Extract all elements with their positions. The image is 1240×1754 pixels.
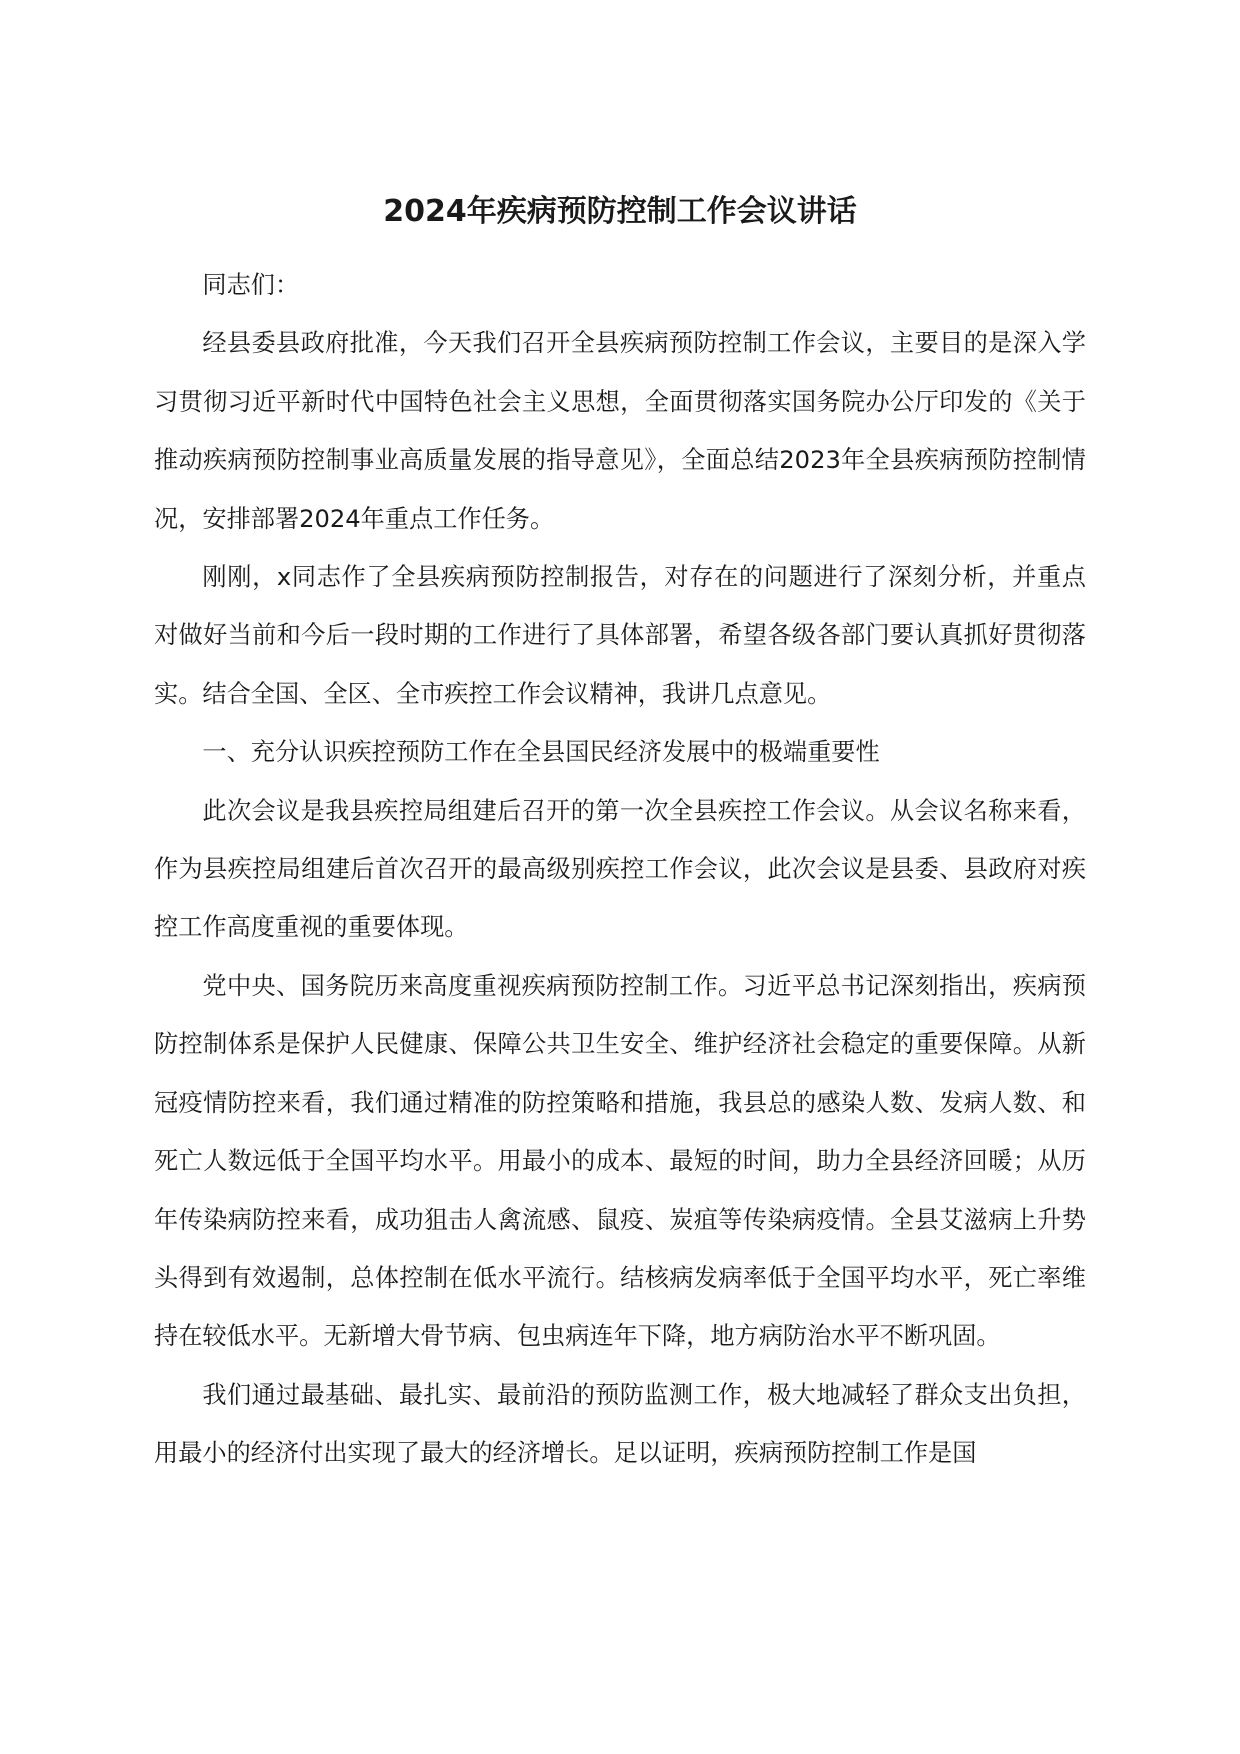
document-body bbox=[154, 256, 1086, 1483]
body-paragraph: 刚刚，x同志作了全县疾病预防控制报告，对存在的问题进行了深刻分析，并重点对做好当前和今后一段时期的工作进行了具体部署，希望各级各部门要认真抓好贯彻落实。结合全国、全区、全市疾控工作会议精神，我讲几点意见。 bbox=[154, 563, 1086, 708]
body-paragraph: 此次会议是我县疾控局组建后召开的第一次全县疾控工作会议。从会议名称来看，作为县疾控局组建后首次召开的最高级别疾控工作会议，此次会议是县委、县政府对疾控工作高度重视的重要体现。 bbox=[154, 796, 1086, 942]
body-paragraph: 党中央、国务院历来高度重视疾病预防控制工作。习近平总书记深刻指出，疾病预防控制体系是保护人民健康、保障公共卫生安全、维护经济社会稳定的重要保障。从新冠疫情防控来看，我们通过精准的防控策略和措施，我县总的感染人数、发病人数、和死亡人数远低于全国平均水平。用最小的成本、最短的时间，助力全县经济回暖；从历年传染病防控来看，成功狙击人禽流感、鼠疫、炭疽等传染病疫情。全县艾滋病上升势头得到有效遏制，总体控制在低水平流行。结核病发病率低于全国平均水平，死亡率维持在较低水平。无新增大骨节病、包虫病连年下降，地方病防治水平不断巩固。 bbox=[154, 971, 1086, 1351]
body-paragraph: 经县委县政府批准，今天我们召开全县疾病预防控制工作会议，主要目的是深入学习贯彻习近平新时代中国特色社会主义思想，全面贯彻落实国务院办公厅印发的《关于推动疾病预防控制事业高质量发展的指导意见》，全面总结2023年全县疾病预防控制情况，安排部署2024年重点工作任务。 bbox=[154, 329, 1086, 533]
section-heading: 一、充分认识疾控预防工作在全县国民经济发展中的极端重要性 bbox=[202, 738, 880, 767]
body-paragraph: 我们通过最基础、最扎实、最前沿的预防监测工作，极大地减轻了群众支出负担，用最小的经济付出实现了最大的经济增长。足以证明，疾病预防控制工作是国 bbox=[154, 1380, 1086, 1468]
document-title: 2024年疾病预防控制工作会议讲话 bbox=[383, 194, 857, 229]
salutation: 同志们： bbox=[202, 271, 300, 299]
